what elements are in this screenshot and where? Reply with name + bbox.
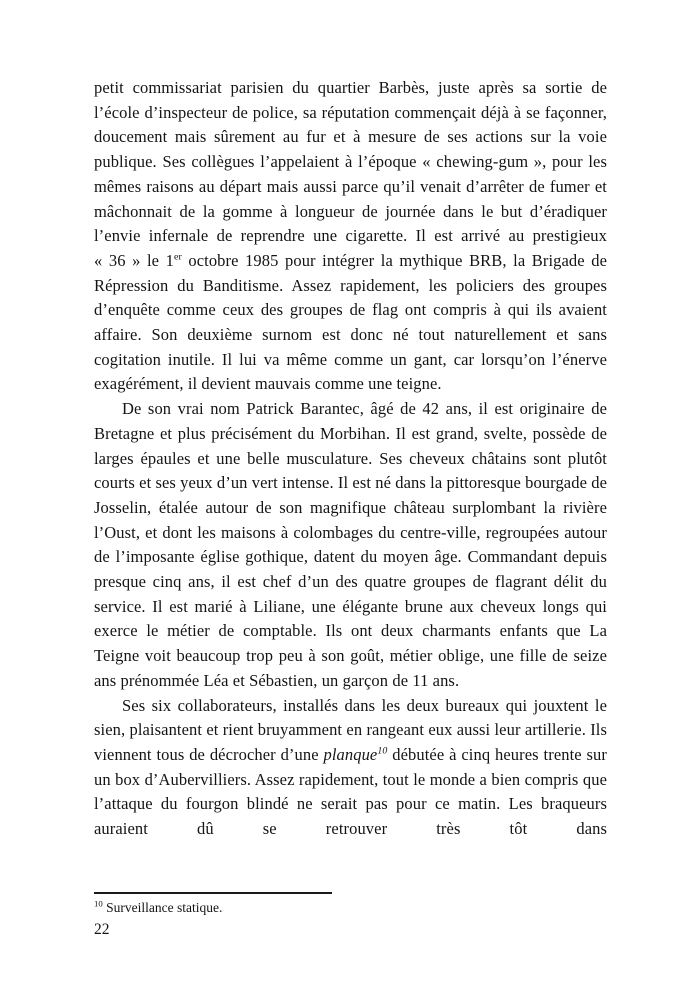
footnote-reference: 10 bbox=[377, 745, 388, 757]
footnote-marker: 10 bbox=[94, 898, 103, 909]
ordinal-superscript: er bbox=[173, 251, 182, 263]
text-run: octobre 1985 pour intégrer la mythique BRB, la Brigade de Répression du Banditisme. Assez rapidement, les policiers des groupes d’enquête comme ceux des groupes de flag ont compris à qui ils avaient affaire. Son deuxième surnom est donc né tout naturellement et sans cogitation inutile. Il lui va même comme un gant, car lorsqu’on l’énerve exagérément, il devient mauvais comme une teigne. bbox=[94, 250, 607, 394]
footnote-text: Surveillance statique. bbox=[102, 900, 223, 915]
text-run: débutée à cinq heures trente sur un box d’Aubervilliers. Assez rapidement, tout le monde a bien compris que l’attaque du fourgon blindé ne serait pas pour ce matin. Les braqueurs auraient dû se retrouver très tôt dans bbox=[94, 744, 608, 839]
paragraph-3 bbox=[94, 694, 607, 842]
footnote-separator bbox=[94, 892, 332, 894]
text-run: De son vrai nom Patrick Barantec, âgé de 42 ans, il est originaire de Bretagne et plus précisément du Morbihan. Il est grand, svelte, possède de larges épaules et une belle musculature. Ses cheveux châtains sont plutôt courts et ses yeux d’un vert intense. Il est né dans la pittoresque bourgade de Josselin, étalée autour de son magnifique château surplombant la rivière l’Oust, et dont les maisons à colombages du centre-ville, regroupées autour de l’imposante église gothique, datent du moyen âge. Commandant depuis presque cinq ans, il est chef d’un des quatre groupes de flagrant délit du service. Il est marié à Liliane, une élégante brune aux cheveux longs qui exerce le métier de comptable. Ils ont deux charmants enfants que La Teigne voit beaucoup trop peu à son goût, métier oblige, une fille de seize ans prénommée Léa et Sébastien, un garçon de 11 ans. bbox=[94, 399, 607, 690]
footnote-area bbox=[94, 892, 607, 939]
text-run: petit commissariat parisien du quartier Barbès, juste après sa sortie de l’école d’inspecteur de police, sa réputation commençait déjà à se façonner, doucement mais sûrement au fur et à mesure de ses actions sur la voie publique. Ses collègues l’appelaient à l’époque « chewing-gum », pour les mêmes raisons au départ mais aussi parce qu’il venait d’arrêter de fumer et mâchonnait de la gomme à longueur de journée dans le but d’éradiquer l’envie infernale de reprendre une cigarette. Il est arrivé au prestigieux « 36 » le 1 bbox=[94, 78, 607, 270]
page-body bbox=[94, 76, 607, 842]
paragraph-2 bbox=[94, 397, 607, 693]
footnote bbox=[94, 899, 607, 916]
paragraph-1 bbox=[94, 76, 607, 397]
text-run: Ses six collaborateurs, installés dans les deux bureaux qui jouxtent le sien, plaisantent et rient bruyamment en rangeant eux aussi leur artillerie. Ils viennent tous de décrocher d’une bbox=[94, 695, 607, 764]
page-number: 22 bbox=[94, 921, 110, 938]
italic-term: planque bbox=[323, 744, 378, 764]
